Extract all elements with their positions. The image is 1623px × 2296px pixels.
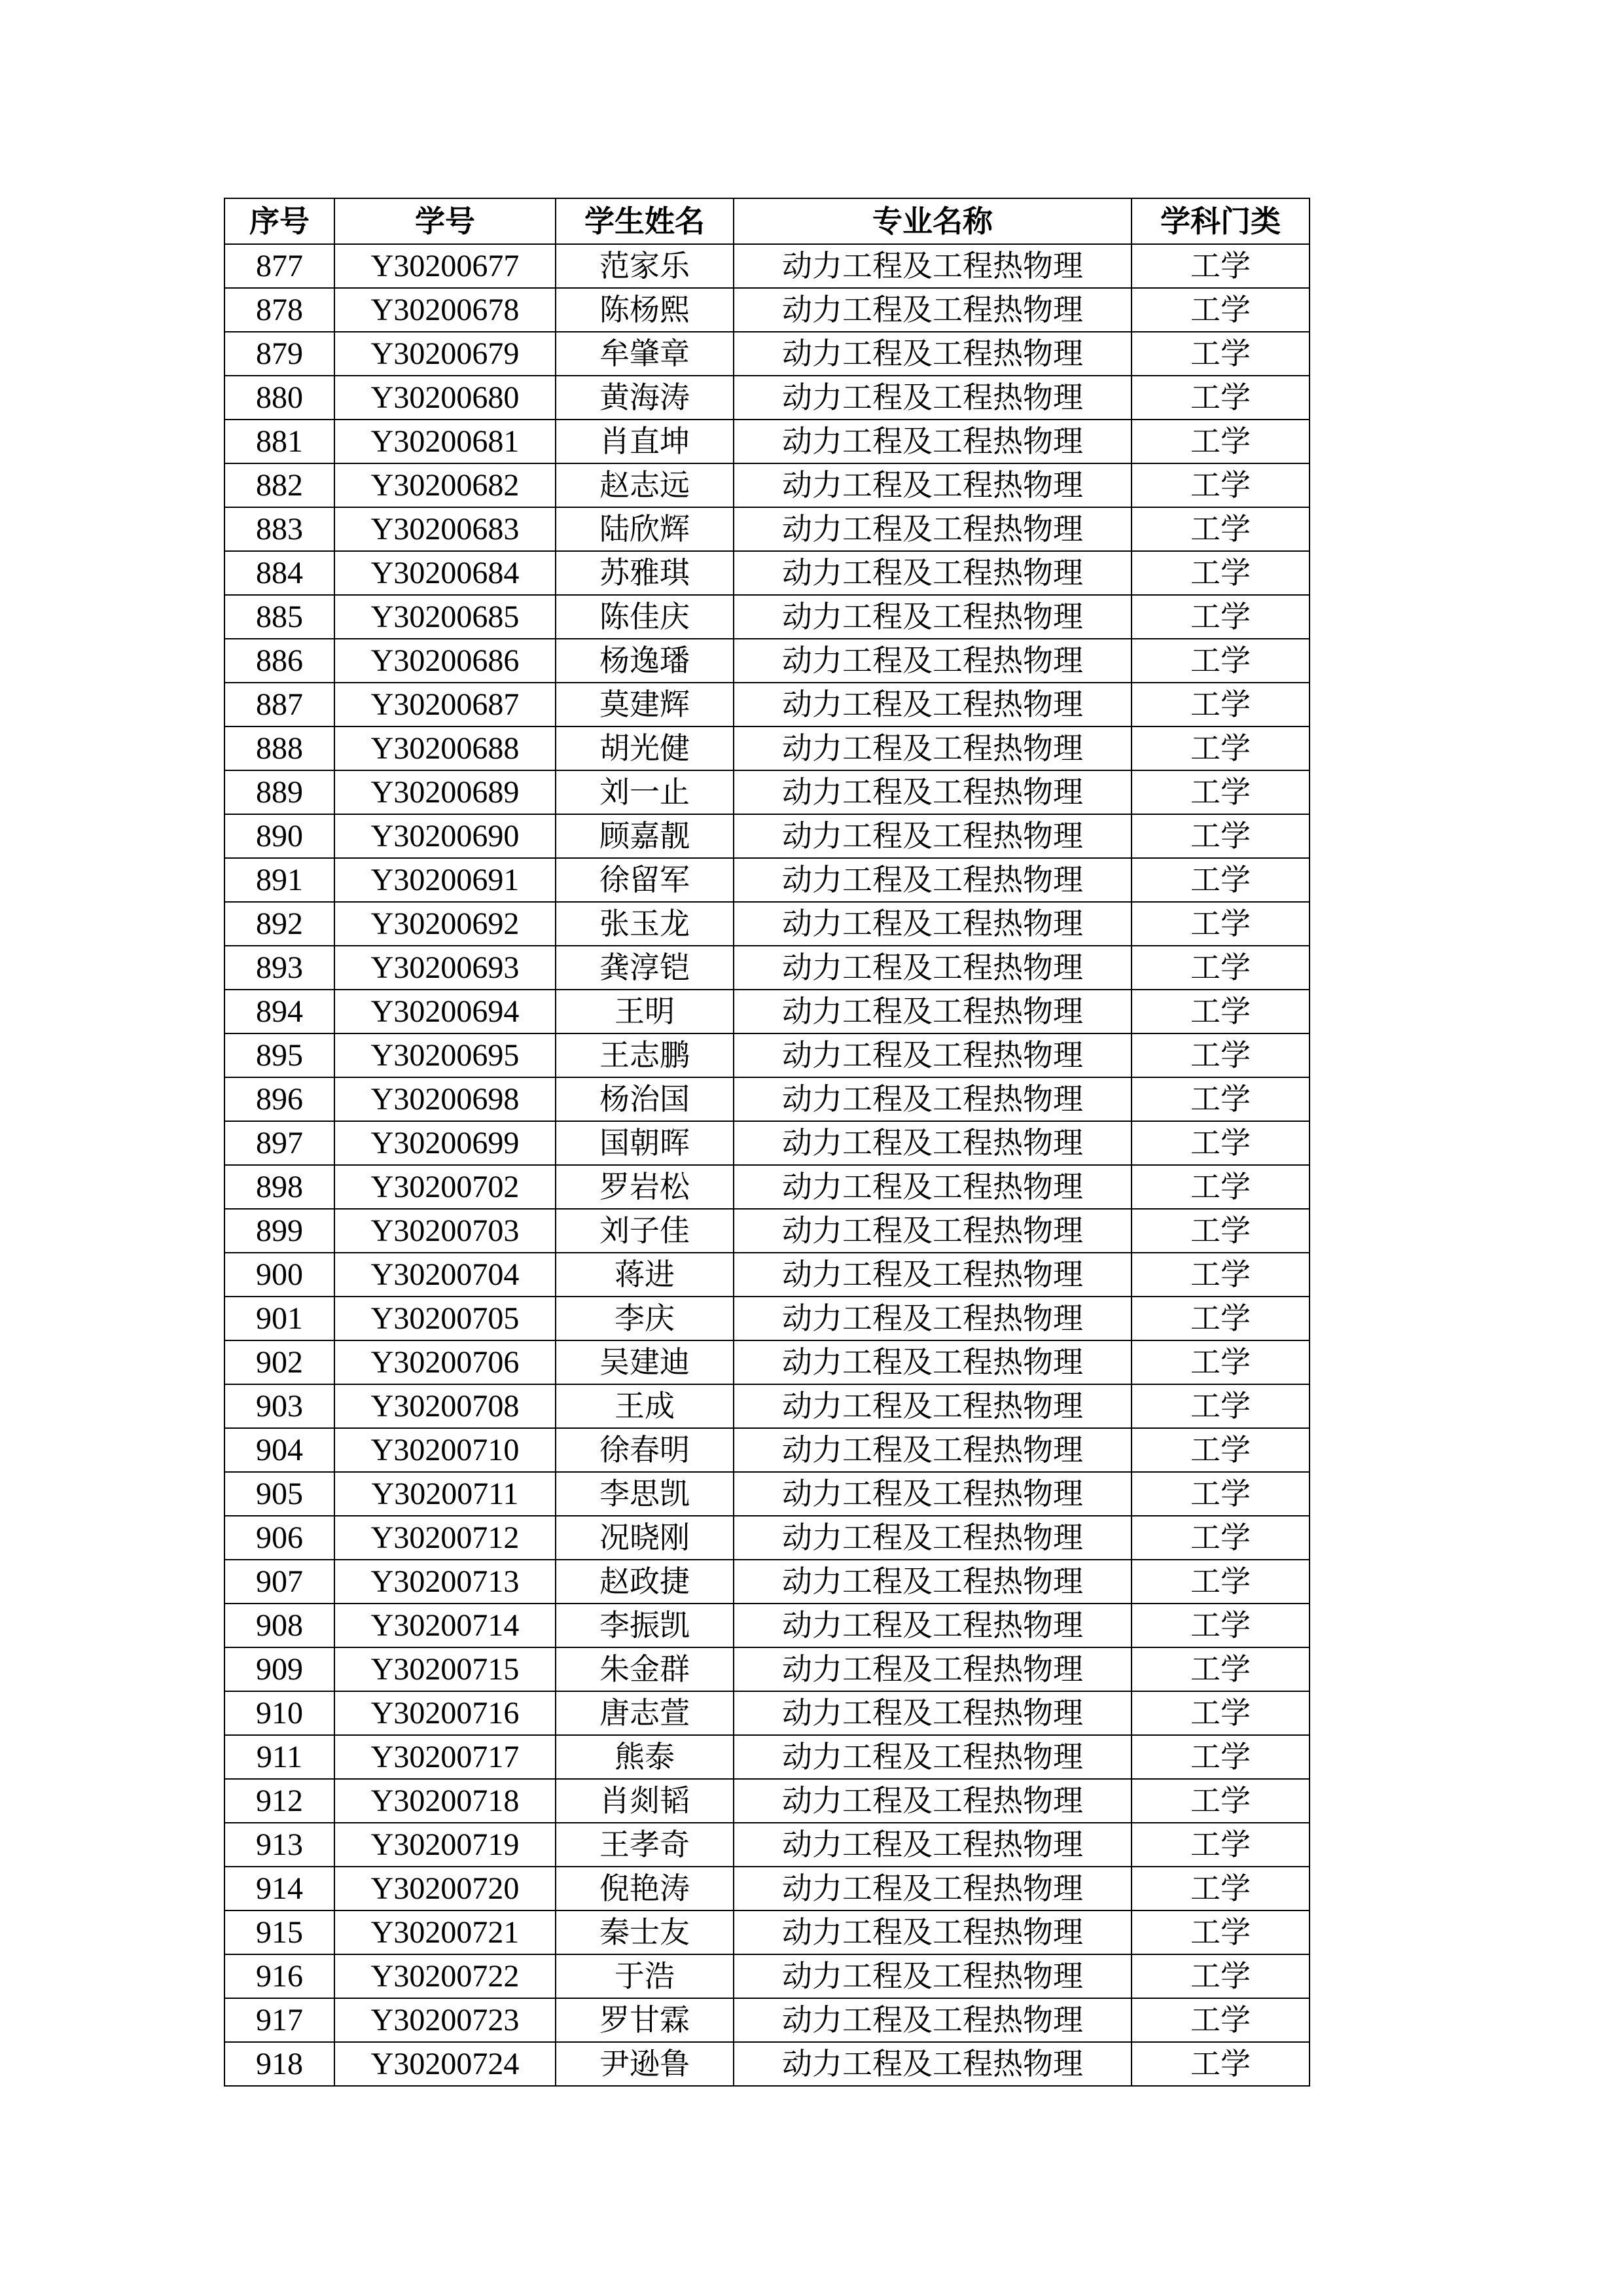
cell-major-name: 动力工程及工程热物理 xyxy=(734,770,1132,814)
cell-student-id: Y30200678 xyxy=(334,288,556,332)
cell-index: 915 xyxy=(224,1910,334,1954)
table-row xyxy=(224,1735,1310,1779)
cell-student-name: 徐春明 xyxy=(556,1428,734,1472)
cell-major-name: 动力工程及工程热物理 xyxy=(734,1867,1132,1910)
cell-student-id: Y30200688 xyxy=(334,726,556,770)
cell-index: 898 xyxy=(224,1165,334,1209)
cell-index: 900 xyxy=(224,1253,334,1297)
cell-student-name: 罗岩松 xyxy=(556,1165,734,1209)
cell-student-id: Y30200713 xyxy=(334,1560,556,1604)
cell-student-name: 黄海涛 xyxy=(556,376,734,420)
cell-discipline: 工学 xyxy=(1132,1077,1310,1121)
cell-discipline: 工学 xyxy=(1132,332,1310,376)
cell-major-name: 动力工程及工程热物理 xyxy=(734,946,1132,990)
cell-index: 904 xyxy=(224,1428,334,1472)
cell-student-name: 王孝奇 xyxy=(556,1823,734,1867)
table-row xyxy=(224,1998,1310,2042)
table-row xyxy=(224,1823,1310,1867)
cell-discipline: 工学 xyxy=(1132,1428,1310,1472)
table-row xyxy=(224,814,1310,858)
cell-student-id: Y30200702 xyxy=(334,1165,556,1209)
cell-student-id: Y30200716 xyxy=(334,1691,556,1735)
cell-index: 906 xyxy=(224,1516,334,1560)
cell-student-id: Y30200705 xyxy=(334,1297,556,1340)
cell-student-name: 牟肇章 xyxy=(556,332,734,376)
cell-student-name: 肖直坤 xyxy=(556,420,734,463)
cell-student-id: Y30200703 xyxy=(334,1209,556,1253)
cell-student-name: 蒋进 xyxy=(556,1253,734,1297)
cell-student-id: Y30200717 xyxy=(334,1735,556,1779)
table-row xyxy=(224,1472,1310,1516)
cell-discipline: 工学 xyxy=(1132,376,1310,420)
cell-student-id: Y30200687 xyxy=(334,683,556,726)
cell-discipline: 工学 xyxy=(1132,1867,1310,1910)
cell-student-id: Y30200722 xyxy=(334,1954,556,1998)
cell-index: 879 xyxy=(224,332,334,376)
cell-student-id: Y30200693 xyxy=(334,946,556,990)
cell-major-name: 动力工程及工程热物理 xyxy=(734,1604,1132,1647)
cell-major-name: 动力工程及工程热物理 xyxy=(734,1910,1132,1954)
table-row xyxy=(224,1033,1310,1077)
cell-major-name: 动力工程及工程热物理 xyxy=(734,814,1132,858)
table-row xyxy=(224,1297,1310,1340)
table-row xyxy=(224,1604,1310,1647)
cell-student-id: Y30200679 xyxy=(334,332,556,376)
cell-student-name: 苏雅琪 xyxy=(556,551,734,595)
cell-student-id: Y30200680 xyxy=(334,376,556,420)
cell-index: 887 xyxy=(224,683,334,726)
cell-student-id: Y30200695 xyxy=(334,1033,556,1077)
cell-major-name: 动力工程及工程热物理 xyxy=(734,1647,1132,1691)
cell-major-name: 动力工程及工程热物理 xyxy=(734,595,1132,639)
table-row xyxy=(224,595,1310,639)
cell-index: 883 xyxy=(224,507,334,551)
table-row xyxy=(224,1384,1310,1428)
cell-discipline: 工学 xyxy=(1132,551,1310,595)
table-row xyxy=(224,1121,1310,1165)
table-row xyxy=(224,990,1310,1033)
cell-discipline: 工学 xyxy=(1132,463,1310,507)
header-major-name: 专业名称 xyxy=(734,198,1132,244)
cell-student-id: Y30200720 xyxy=(334,1867,556,1910)
cell-major-name: 动力工程及工程热物理 xyxy=(734,1735,1132,1779)
cell-index: 897 xyxy=(224,1121,334,1165)
cell-discipline: 工学 xyxy=(1132,1340,1310,1384)
cell-major-name: 动力工程及工程热物理 xyxy=(734,1121,1132,1165)
table-row xyxy=(224,332,1310,376)
cell-discipline: 工学 xyxy=(1132,420,1310,463)
cell-student-name: 刘子佳 xyxy=(556,1209,734,1253)
cell-index: 909 xyxy=(224,1647,334,1691)
cell-student-id: Y30200683 xyxy=(334,507,556,551)
cell-discipline: 工学 xyxy=(1132,244,1310,288)
cell-student-name: 国朝晖 xyxy=(556,1121,734,1165)
cell-major-name: 动力工程及工程热物理 xyxy=(734,1779,1132,1823)
table-row xyxy=(224,376,1310,420)
cell-major-name: 动力工程及工程热物理 xyxy=(734,726,1132,770)
cell-index: 884 xyxy=(224,551,334,595)
cell-student-id: Y30200718 xyxy=(334,1779,556,1823)
cell-discipline: 工学 xyxy=(1132,1910,1310,1954)
cell-student-name: 李庆 xyxy=(556,1297,734,1340)
cell-discipline: 工学 xyxy=(1132,1647,1310,1691)
header-discipline: 学科门类 xyxy=(1132,198,1310,244)
cell-student-name: 唐志萱 xyxy=(556,1691,734,1735)
cell-discipline: 工学 xyxy=(1132,1560,1310,1604)
table-row xyxy=(224,1428,1310,1472)
table-row xyxy=(224,1253,1310,1297)
cell-discipline: 工学 xyxy=(1132,1121,1310,1165)
cell-discipline: 工学 xyxy=(1132,814,1310,858)
cell-student-id: Y30200681 xyxy=(334,420,556,463)
cell-index: 910 xyxy=(224,1691,334,1735)
cell-student-name: 顾嘉靓 xyxy=(556,814,734,858)
cell-discipline: 工学 xyxy=(1132,1253,1310,1297)
cell-student-name: 杨逸璠 xyxy=(556,639,734,683)
cell-student-name: 李振凯 xyxy=(556,1604,734,1647)
cell-major-name: 动力工程及工程热物理 xyxy=(734,244,1132,288)
table-header xyxy=(224,198,1310,244)
cell-index: 885 xyxy=(224,595,334,639)
cell-discipline: 工学 xyxy=(1132,726,1310,770)
cell-student-id: Y30200689 xyxy=(334,770,556,814)
cell-index: 891 xyxy=(224,858,334,902)
cell-major-name: 动力工程及工程热物理 xyxy=(734,1998,1132,2042)
cell-major-name: 动力工程及工程热物理 xyxy=(734,639,1132,683)
cell-student-id: Y30200685 xyxy=(334,595,556,639)
cell-index: 913 xyxy=(224,1823,334,1867)
cell-major-name: 动力工程及工程热物理 xyxy=(734,1516,1132,1560)
table-body xyxy=(224,244,1310,2086)
cell-major-name: 动力工程及工程热物理 xyxy=(734,1384,1132,1428)
cell-index: 902 xyxy=(224,1340,334,1384)
cell-major-name: 动力工程及工程热物理 xyxy=(734,1340,1132,1384)
cell-discipline: 工学 xyxy=(1132,1209,1310,1253)
cell-student-name: 王成 xyxy=(556,1384,734,1428)
table-row xyxy=(224,639,1310,683)
cell-discipline: 工学 xyxy=(1132,1823,1310,1867)
cell-major-name: 动力工程及工程热物理 xyxy=(734,990,1132,1033)
cell-major-name: 动力工程及工程热物理 xyxy=(734,1954,1132,1998)
cell-student-id: Y30200682 xyxy=(334,463,556,507)
cell-index: 908 xyxy=(224,1604,334,1647)
cell-student-id: Y30200698 xyxy=(334,1077,556,1121)
table-row xyxy=(224,1647,1310,1691)
table-row xyxy=(224,946,1310,990)
cell-discipline: 工学 xyxy=(1132,1297,1310,1340)
cell-major-name: 动力工程及工程热物理 xyxy=(734,858,1132,902)
cell-student-name: 罗甘霖 xyxy=(556,1998,734,2042)
cell-student-name: 倪艳涛 xyxy=(556,1867,734,1910)
cell-major-name: 动力工程及工程热物理 xyxy=(734,551,1132,595)
cell-student-name: 莫建辉 xyxy=(556,683,734,726)
cell-major-name: 动力工程及工程热物理 xyxy=(734,288,1132,332)
cell-index: 896 xyxy=(224,1077,334,1121)
table-row xyxy=(224,1954,1310,1998)
cell-discipline: 工学 xyxy=(1132,770,1310,814)
cell-major-name: 动力工程及工程热物理 xyxy=(734,507,1132,551)
cell-student-name: 熊泰 xyxy=(556,1735,734,1779)
table-row xyxy=(224,1560,1310,1604)
table-row xyxy=(224,1910,1310,1954)
cell-student-id: Y30200712 xyxy=(334,1516,556,1560)
cell-discipline: 工学 xyxy=(1132,683,1310,726)
cell-student-name: 况晓刚 xyxy=(556,1516,734,1560)
cell-index: 878 xyxy=(224,288,334,332)
table-row xyxy=(224,1165,1310,1209)
cell-student-id: Y30200684 xyxy=(334,551,556,595)
cell-discipline: 工学 xyxy=(1132,2042,1310,2086)
cell-major-name: 动力工程及工程热物理 xyxy=(734,1691,1132,1735)
cell-student-name: 吴建迪 xyxy=(556,1340,734,1384)
cell-student-name: 朱金群 xyxy=(556,1647,734,1691)
cell-student-name: 胡光健 xyxy=(556,726,734,770)
cell-index: 899 xyxy=(224,1209,334,1253)
cell-discipline: 工学 xyxy=(1132,990,1310,1033)
cell-index: 877 xyxy=(224,244,334,288)
cell-index: 917 xyxy=(224,1998,334,2042)
cell-index: 911 xyxy=(224,1735,334,1779)
cell-student-id: Y30200711 xyxy=(334,1472,556,1516)
cell-student-id: Y30200719 xyxy=(334,1823,556,1867)
table-row xyxy=(224,244,1310,288)
table-row xyxy=(224,1077,1310,1121)
cell-student-id: Y30200690 xyxy=(334,814,556,858)
cell-index: 916 xyxy=(224,1954,334,1998)
cell-discipline: 工学 xyxy=(1132,1384,1310,1428)
table-row xyxy=(224,551,1310,595)
table-row xyxy=(224,507,1310,551)
cell-discipline: 工学 xyxy=(1132,1779,1310,1823)
cell-student-name: 李思凯 xyxy=(556,1472,734,1516)
cell-student-id: Y30200710 xyxy=(334,1428,556,1472)
cell-student-id: Y30200677 xyxy=(334,244,556,288)
table-row xyxy=(224,2042,1310,2086)
cell-major-name: 动力工程及工程热物理 xyxy=(734,1033,1132,1077)
cell-student-name: 张玉龙 xyxy=(556,902,734,946)
cell-student-id: Y30200704 xyxy=(334,1253,556,1297)
cell-index: 914 xyxy=(224,1867,334,1910)
cell-index: 886 xyxy=(224,639,334,683)
cell-student-name: 陈佳庆 xyxy=(556,595,734,639)
table-row xyxy=(224,463,1310,507)
table-row xyxy=(224,1340,1310,1384)
cell-student-id: Y30200708 xyxy=(334,1384,556,1428)
student-roster-table xyxy=(224,198,1310,2087)
cell-index: 903 xyxy=(224,1384,334,1428)
cell-discipline: 工学 xyxy=(1132,1472,1310,1516)
cell-major-name: 动力工程及工程热物理 xyxy=(734,1165,1132,1209)
cell-student-name: 陆欣辉 xyxy=(556,507,734,551)
cell-index: 893 xyxy=(224,946,334,990)
cell-discipline: 工学 xyxy=(1132,946,1310,990)
cell-major-name: 动力工程及工程热物理 xyxy=(734,2042,1132,2086)
cell-index: 894 xyxy=(224,990,334,1033)
cell-discipline: 工学 xyxy=(1132,1604,1310,1647)
table-row xyxy=(224,420,1310,463)
cell-student-name: 杨治国 xyxy=(556,1077,734,1121)
cell-student-name: 徐留军 xyxy=(556,858,734,902)
header-row xyxy=(224,198,1310,244)
cell-discipline: 工学 xyxy=(1132,1691,1310,1735)
cell-index: 918 xyxy=(224,2042,334,2086)
cell-student-name: 于浩 xyxy=(556,1954,734,1998)
table-row xyxy=(224,858,1310,902)
table-row xyxy=(224,1691,1310,1735)
cell-discipline: 工学 xyxy=(1132,1735,1310,1779)
cell-discipline: 工学 xyxy=(1132,858,1310,902)
cell-student-id: Y30200724 xyxy=(334,2042,556,2086)
cell-index: 892 xyxy=(224,902,334,946)
cell-student-id: Y30200686 xyxy=(334,639,556,683)
cell-index: 882 xyxy=(224,463,334,507)
cell-student-name: 刘一止 xyxy=(556,770,734,814)
cell-discipline: 工学 xyxy=(1132,639,1310,683)
cell-index: 901 xyxy=(224,1297,334,1340)
cell-student-id: Y30200714 xyxy=(334,1604,556,1647)
cell-index: 888 xyxy=(224,726,334,770)
cell-discipline: 工学 xyxy=(1132,1516,1310,1560)
cell-index: 889 xyxy=(224,770,334,814)
cell-discipline: 工学 xyxy=(1132,595,1310,639)
cell-discipline: 工学 xyxy=(1132,902,1310,946)
cell-major-name: 动力工程及工程热物理 xyxy=(734,1077,1132,1121)
cell-major-name: 动力工程及工程热物理 xyxy=(734,1428,1132,1472)
cell-major-name: 动力工程及工程热物理 xyxy=(734,420,1132,463)
cell-discipline: 工学 xyxy=(1132,1165,1310,1209)
cell-student-id: Y30200706 xyxy=(334,1340,556,1384)
cell-student-id: Y30200699 xyxy=(334,1121,556,1165)
cell-major-name: 动力工程及工程热物理 xyxy=(734,683,1132,726)
cell-major-name: 动力工程及工程热物理 xyxy=(734,1560,1132,1604)
cell-discipline: 工学 xyxy=(1132,1998,1310,2042)
cell-major-name: 动力工程及工程热物理 xyxy=(734,1253,1132,1297)
cell-major-name: 动力工程及工程热物理 xyxy=(734,332,1132,376)
cell-student-name: 赵政捷 xyxy=(556,1560,734,1604)
cell-major-name: 动力工程及工程热物理 xyxy=(734,1209,1132,1253)
cell-student-id: Y30200715 xyxy=(334,1647,556,1691)
cell-student-id: Y30200723 xyxy=(334,1998,556,2042)
table-row xyxy=(224,1209,1310,1253)
table-row xyxy=(224,902,1310,946)
cell-major-name: 动力工程及工程热物理 xyxy=(734,1823,1132,1867)
cell-student-name: 肖剡韬 xyxy=(556,1779,734,1823)
header-index: 序号 xyxy=(224,198,334,244)
cell-index: 881 xyxy=(224,420,334,463)
cell-index: 907 xyxy=(224,1560,334,1604)
table-row xyxy=(224,683,1310,726)
cell-student-name: 范家乐 xyxy=(556,244,734,288)
header-student-id: 学号 xyxy=(334,198,556,244)
cell-discipline: 工学 xyxy=(1132,1954,1310,1998)
cell-student-id: Y30200721 xyxy=(334,1910,556,1954)
cell-index: 880 xyxy=(224,376,334,420)
cell-student-name: 赵志远 xyxy=(556,463,734,507)
cell-index: 905 xyxy=(224,1472,334,1516)
cell-student-id: Y30200691 xyxy=(334,858,556,902)
cell-major-name: 动力工程及工程热物理 xyxy=(734,1297,1132,1340)
cell-index: 890 xyxy=(224,814,334,858)
cell-student-name: 王志鹏 xyxy=(556,1033,734,1077)
cell-student-name: 尹逊鲁 xyxy=(556,2042,734,2086)
cell-student-id: Y30200692 xyxy=(334,902,556,946)
cell-index: 895 xyxy=(224,1033,334,1077)
table-row xyxy=(224,1516,1310,1560)
cell-major-name: 动力工程及工程热物理 xyxy=(734,463,1132,507)
cell-discipline: 工学 xyxy=(1132,288,1310,332)
cell-student-name: 秦士友 xyxy=(556,1910,734,1954)
table-row xyxy=(224,726,1310,770)
cell-discipline: 工学 xyxy=(1132,507,1310,551)
table-row xyxy=(224,770,1310,814)
cell-student-name: 龚淳铠 xyxy=(556,946,734,990)
cell-student-name: 王明 xyxy=(556,990,734,1033)
cell-major-name: 动力工程及工程热物理 xyxy=(734,902,1132,946)
table-row xyxy=(224,288,1310,332)
cell-discipline: 工学 xyxy=(1132,1033,1310,1077)
table-row xyxy=(224,1779,1310,1823)
table-row xyxy=(224,1867,1310,1910)
cell-major-name: 动力工程及工程热物理 xyxy=(734,1472,1132,1516)
cell-student-name: 陈杨熙 xyxy=(556,288,734,332)
cell-index: 912 xyxy=(224,1779,334,1823)
cell-major-name: 动力工程及工程热物理 xyxy=(734,376,1132,420)
cell-student-id: Y30200694 xyxy=(334,990,556,1033)
header-student-name: 学生姓名 xyxy=(556,198,734,244)
